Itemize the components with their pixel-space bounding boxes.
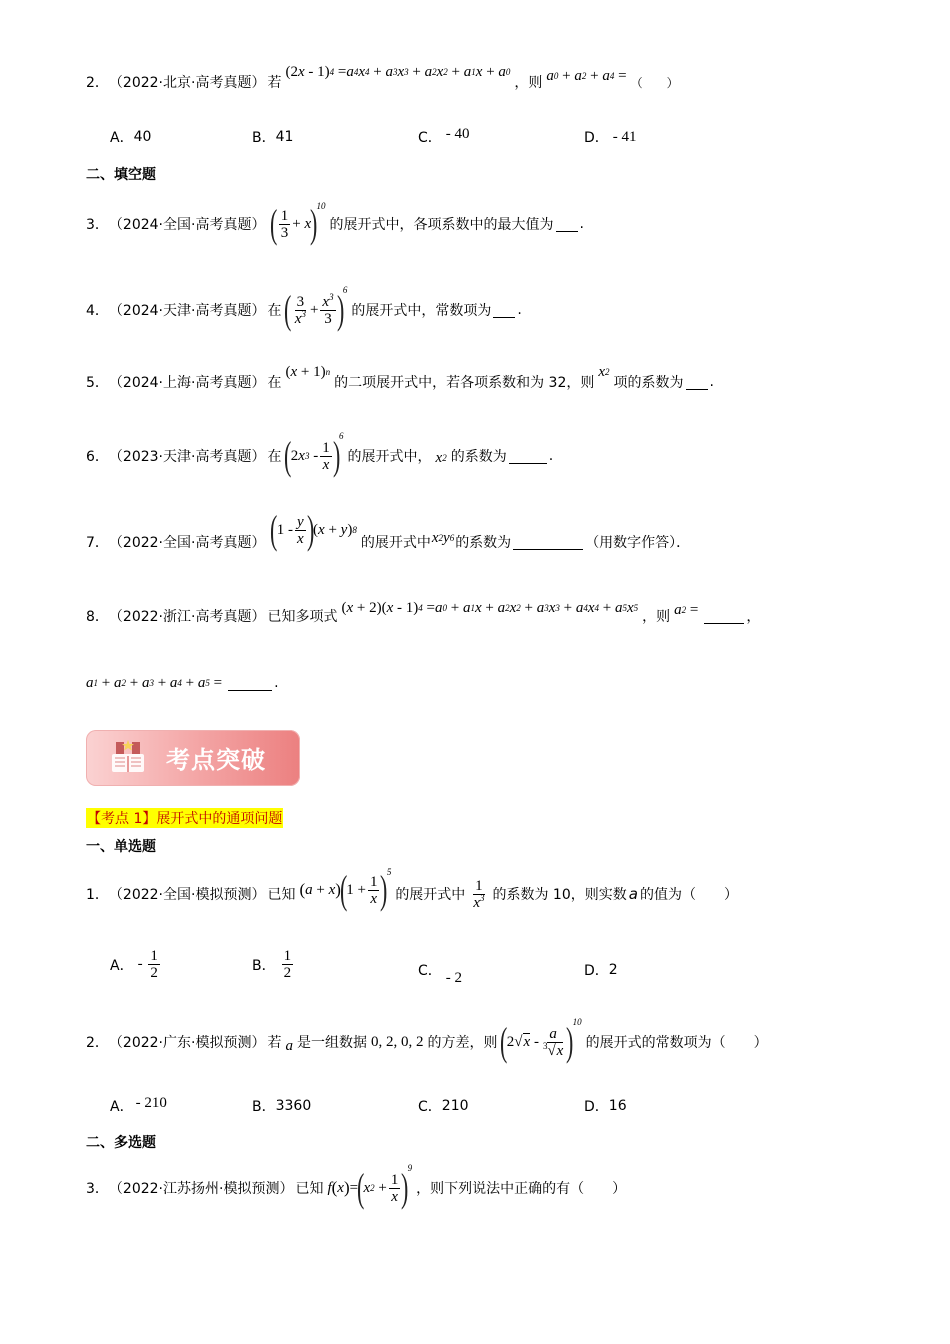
question-text: 的系数为 (450, 449, 507, 465)
question-source: （2022·浙江·高考真题） (108, 609, 266, 625)
practice-question-2: 2． （2022·广东·模拟预测） 若 a 是一组数据 0, 2, 0, 2 的方差，则 ( 2 √ x - $\frac{a}{^3√x}$ ) $^{10}$ 的展开式的常数项为（ ） (86, 1017, 768, 1064)
expression: a 1 + a 2 + a 3 + a 4 + a 5 = (86, 674, 223, 691)
expression: a 0 + a 2 + a 4 = (546, 67, 627, 84)
question-8: 8． （2022·浙江·高考真题） 已知多项式 ( x + 2)( x - 1) 4 = a 0 + a 1 x + a 2 x 2 + a 3 x 3 + a 4 x 4 + a 5 x 5 ，则 a 2 = ， (86, 599, 761, 625)
question-source: （2022·北京·高考真题） (108, 75, 266, 91)
question-source: （2023·天津·高考真题） (108, 449, 266, 465)
kaodian-heading: 【考点 1】展开式中的通项问题 (86, 808, 283, 828)
function-definition: f ( x ) = ( x 2 + $\frac{1}{x}$ ) $^9$ (327, 1163, 413, 1210)
option-b[interactable]: B． 3360 (252, 1098, 312, 1115)
practice-question-1: 1． （2022·全国·模拟预测） 已知 ( a + x ) ( 1 + $\frac{1}{x}$ ) $^5$ 的展开式中 $\frac{1}{x^3}$ 的系数为 10，则实数 a 的值为（ ） (86, 867, 738, 912)
expression: ( $\frac{1}{3}$ + x ) $^{10}$ (270, 201, 326, 246)
question-7: 7． （2022·全国·高考真题） ( 1 - $\frac{y}{x}$ ) ( x + y ) 8 的展开式中 x 2 y 6 的系数为 （用数字作答）． (86, 507, 691, 552)
variable: a (285, 1037, 293, 1054)
question-number: 1． (86, 887, 109, 903)
expression: ( x + 1) n (285, 363, 331, 380)
question-4: 4． （2024·天津·高考真题） 在 ( $\frac{3}{x^3}$ + $\frac{x^3}{3}$ ) $^6$ 的展开式中，常数项为 . (86, 285, 522, 332)
book-icon (108, 738, 148, 778)
question-text: 若 (267, 75, 282, 91)
data-set: 0, 2, 0, 2 (370, 1033, 424, 1050)
question-number: 2． (86, 1035, 109, 1051)
option-c[interactable]: C． - 40 (418, 125, 470, 146)
option-c[interactable]: C． 210 (418, 1098, 469, 1115)
question-number: 2． (86, 75, 109, 91)
term: a 2 = (674, 601, 699, 618)
question-text: 的方差，则 (427, 1035, 498, 1051)
option-b[interactable]: B． 41 (252, 129, 294, 146)
answer-blank[interactable] (556, 217, 578, 232)
question-text: 的展开式中 (360, 535, 431, 551)
answer-blank[interactable] (509, 449, 547, 464)
question-text: 的值为（ ） (639, 887, 738, 903)
question-number: 7． (86, 535, 109, 551)
question-6: 6． （2023·天津·高考真题） 在 ( 2 x 3 - $\frac{1}{x}$ ) $^6$ 的展开式中， x 2 的系数为 . (86, 431, 554, 478)
term: x 2 (435, 449, 447, 466)
question-text: 的系数为 10，则实数 (492, 887, 627, 903)
expression: ( a + x ) ( 1 + $\frac{1}{x}$ ) $^5$ (299, 867, 392, 912)
option-c[interactable]: C． - 2 (418, 963, 463, 986)
question-number: 3． (86, 1181, 109, 1197)
section-heading-single: 一、单选题 (86, 839, 156, 855)
question-source: （2022·广东·模拟预测） (108, 1035, 266, 1051)
question-source: （2022·江苏扬州·模拟预测） (108, 1181, 294, 1197)
question-source: （2024·上海·高考真题） (108, 375, 266, 391)
option-a[interactable]: A． - 210 (110, 1094, 167, 1115)
question-text: 的展开式中，常数项为 (351, 303, 492, 319)
option-d[interactable]: D． 16 (584, 1098, 627, 1115)
equation: (2 x - 1) 4 = a 4 x 4 + a 3 x 3 + a 2 x 2 + a 1 x + a 0 (285, 63, 511, 80)
practice-question-3: 3． （2022·江苏扬州·模拟预测） 已知 f ( x ) = ( x 2 + $\frac{1}{x}$ ) $^9$ ，则下列说法中正确的有（ ） (86, 1163, 627, 1210)
question-number: 3． (86, 217, 109, 233)
question-text: ，则 (642, 609, 671, 625)
question-text: 的展开式中， (347, 449, 432, 465)
question-number: 5． (86, 375, 109, 391)
answer-blank[interactable] (493, 303, 515, 318)
question-text: 的展开式中，各项系数中的最大值为 (329, 217, 554, 233)
answer-blank[interactable] (686, 375, 708, 390)
term: x 2 y 6 (431, 529, 455, 546)
question-3: 3． （2024·全国·高考真题） ( $\frac{1}{3}$ + x ) $^{10}$ 的展开式中，各项系数中的最大值为 . (86, 201, 584, 246)
question-text: 项的系数为 (613, 375, 684, 391)
expression: ( 2 √ x - $\frac{a}{^3√x}$ ) $^{10}$ (500, 1017, 582, 1064)
term: x 2 (598, 363, 610, 380)
question-8-line-2: a 1 + a 2 + a 3 + a 4 + a 5 = . (86, 674, 279, 691)
expression: ( 1 - $\frac{y}{x}$ ) ( x + y ) 8 (270, 507, 357, 552)
banner-title: 考点突破 (166, 746, 266, 774)
question-2-top (86, 63, 890, 92)
question-text: 的展开式中 (395, 887, 466, 903)
answer-blank[interactable] (228, 676, 272, 691)
expression: ( $\frac{3}{x^3}$ + $\frac{x^3}{3}$ ) $^6$ (284, 285, 348, 332)
question-source: （2024·全国·高考真题） (108, 217, 266, 233)
answer-blank[interactable] (704, 609, 744, 624)
option-a[interactable]: A． 40 (110, 129, 152, 146)
option-d[interactable]: D． - 41 (584, 128, 637, 146)
answer-blank[interactable] (513, 535, 583, 550)
option-b[interactable]: B． $\frac{1}{2}$ (252, 948, 292, 981)
question-text: ，则下列说法中正确的有（ ） (416, 1181, 627, 1197)
question-text: 的二项展开式中，若各项系数和为 32，则 (334, 375, 595, 391)
question-source: （2022·全国·高考真题） (108, 535, 266, 551)
question-number: 6． (86, 449, 109, 465)
answer-bracket: （ ） (630, 75, 679, 90)
question-text: 的展开式的常数项为（ ） (585, 1035, 768, 1051)
question-source: （2024·天津·高考真题） (108, 303, 266, 319)
question-number: 4． (86, 303, 109, 319)
section-banner (86, 730, 300, 786)
term: $\frac{1}{x^3}$ (473, 877, 485, 911)
option-a[interactable]: A． - $\frac{1}{2}$ (110, 948, 158, 981)
question-text: 的系数为 (455, 535, 512, 551)
question-text: 是一组数据 (296, 1035, 367, 1051)
equation: ( x + 2)( x - 1) 4 = a 0 + a 1 x + a 2 x 2 + a 3 x 3 + a 4 x 4 + a 5 x 5 (341, 599, 639, 616)
expression: ( 2 x 3 - $\frac{1}{x}$ ) $^6$ (284, 431, 344, 478)
option-d[interactable]: D． 2 (584, 962, 618, 979)
question-text: ，则 (514, 75, 543, 91)
section-heading-multi: 二、多选题 (86, 1135, 156, 1151)
question-source: （2022·全国·模拟预测） (108, 887, 266, 903)
question-number: 8． (86, 609, 109, 625)
question-5: 5． （2024·上海·高考真题） 在 ( x + 1) n 的二项展开式中，若各项系数和为 32，则 x 2 项的系数为 . (86, 363, 714, 391)
section-heading-fill: 二、填空题 (86, 167, 156, 183)
